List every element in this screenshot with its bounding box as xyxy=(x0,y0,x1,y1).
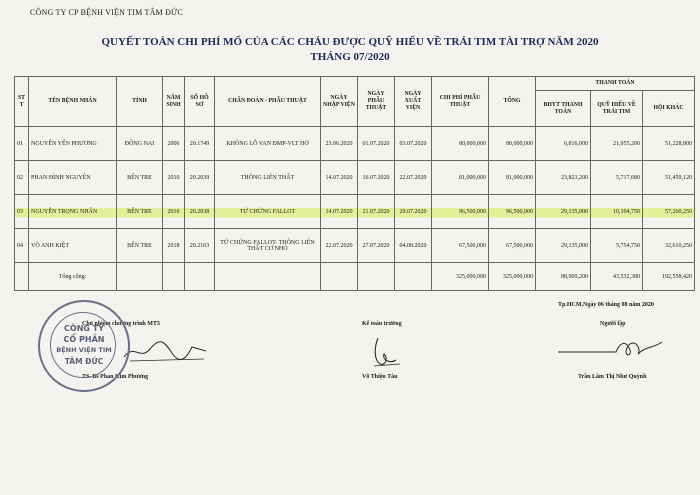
header-admit: NGÀY NHẬP VIỆN xyxy=(321,77,358,127)
cell-province: BẾN TRE xyxy=(117,195,163,229)
header-diagnosis: CHẨN ĐOÁN - PHẪU THUẬT xyxy=(215,77,321,127)
cell-total: 96,500,000 xyxy=(489,195,536,229)
right-signer-role: Người lập xyxy=(600,321,626,327)
cell-other: 51,459,120 xyxy=(643,161,695,195)
cell-other: 51,228,800 xyxy=(643,127,695,161)
cell-birth: 2016 xyxy=(163,195,185,229)
right-signer-name: Trần Lâm Thị Như Quỳnh xyxy=(578,374,647,380)
cell-record: 20.2163 xyxy=(185,229,215,263)
cell-admit: 14.07.2020 xyxy=(321,161,358,195)
cell-diagnosis: TỨ CHỨNG FALLOT xyxy=(215,195,321,229)
mid-signature-icon xyxy=(366,334,406,370)
cell-stt: 01 xyxy=(15,127,29,161)
cell-discharge: 03.07.2020 xyxy=(395,127,432,161)
cell-surgery: 27.07.2020 xyxy=(358,229,395,263)
stamp-line-3: BỆNH VIỆN TIM xyxy=(56,346,112,354)
mid-signer-name: Võ Thiện Tâu xyxy=(362,374,398,380)
totals-bhyt: 88,909,200 xyxy=(536,263,591,291)
cell-name: PHAN ĐÌNH NGUYÊN xyxy=(29,161,117,195)
cell-fund: 10,104,750 xyxy=(591,195,643,229)
totals-cost: 325,000,000 xyxy=(432,263,489,291)
settlement-table xyxy=(14,76,695,291)
cell-record: 20.2039 xyxy=(185,161,215,195)
cell-admit: 22.07.2020 xyxy=(321,229,358,263)
company-name: CÔNG TY CP BỆNH VIỆN TIM TÂM ĐỨC xyxy=(30,8,183,17)
cell-diagnosis: TỨ CHỨNG FALLOT- THÔNG LIÊN THẤT CƠ NHỎ xyxy=(215,229,321,263)
cell-stt: 04 xyxy=(15,229,29,263)
header-stt: ST T xyxy=(15,77,29,127)
cell-province: BẾN TRE xyxy=(117,229,163,263)
cell-bhyt: 29,135,000 xyxy=(536,195,591,229)
totals-label: Tổng cộng: xyxy=(29,263,117,291)
header-bhyt: BHYT THANH TOÁN xyxy=(536,91,591,127)
cell-discharge: 04.08.2020 xyxy=(395,229,432,263)
stamp-line-4: TÂM ĐỨC xyxy=(64,357,104,366)
cell-name: NGUYỄN TRỌNG NHÂN xyxy=(29,195,117,229)
cell-record: 20.2038 xyxy=(185,195,215,229)
left-signer-role: Chủ nhiệm chương trình MT3 xyxy=(82,321,160,327)
header-cost: CHI PHÍ PHẪU THUẬT xyxy=(432,77,489,127)
cell-surgery: 16.07.2020 xyxy=(358,161,395,195)
cell-bhyt: 23,823,200 xyxy=(536,161,591,195)
totals-other: 192,558,420 xyxy=(643,263,695,291)
cell-admit: 14.07.2020 xyxy=(321,195,358,229)
header-record: SỐ HỒ SƠ xyxy=(185,77,215,127)
cell-diagnosis: THÔNG LIÊN THẤT xyxy=(215,161,321,195)
cell-name: NGUYỄN YẾN PHƯƠNG xyxy=(29,127,117,161)
totals-row xyxy=(15,263,695,291)
cell-discharge: 29.07.2020 xyxy=(395,195,432,229)
header-other: HỘI KHÁC xyxy=(643,91,695,127)
cell-total: 80,000,000 xyxy=(489,127,536,161)
header-row xyxy=(15,77,695,91)
cell-surgery: 01.07.2020 xyxy=(358,127,395,161)
cell-other: 32,610,250 xyxy=(643,229,695,263)
document-subtitle: THÁNG 07/2020 xyxy=(310,51,390,63)
cell-birth: 2010 xyxy=(163,161,185,195)
totals-fund: 43,532,380 xyxy=(591,263,643,291)
cell-cost: 81,000,000 xyxy=(432,161,489,195)
table-row xyxy=(15,161,695,195)
cell-fund: 5,717,680 xyxy=(591,161,643,195)
place-date: Tp.HCM,Ngày 06 tháng 08 năm 2020 xyxy=(558,302,654,308)
cell-name: VÕ ANH KIỆT xyxy=(29,229,117,263)
cell-province: ĐỒNG NAI xyxy=(117,127,163,161)
cell-other: 57,260,250 xyxy=(643,195,695,229)
cell-cost: 96,500,000 xyxy=(432,195,489,229)
header-province: TỈNH xyxy=(117,77,163,127)
header-birth: NĂM SINH xyxy=(163,77,185,127)
cell-stt: 02 xyxy=(15,161,29,195)
cell-diagnosis: KHÔNG LỖ VAN ĐMP-VLT HỞ xyxy=(215,127,321,161)
cell-record: 20.1749 xyxy=(185,127,215,161)
stamp-line-2: CỔ PHẦN xyxy=(63,335,105,344)
table-row xyxy=(15,229,695,263)
header-discharge: NGÀY XUẤT VIỆN xyxy=(395,77,432,127)
header-name: TÊN BỆNH NHÂN xyxy=(29,77,117,127)
cell-admit: 23.06.2020 xyxy=(321,127,358,161)
header-fund: QUỸ HIẾU VỀ TRÁI TIM xyxy=(591,91,643,127)
document-title: QUYẾT TOÁN CHI PHÍ MỔ CỦA CÁC CHÁU ĐƯỢC QUỸ HIẾU VỀ TRÁI TIM TÀI TRỢ NĂM 2020 xyxy=(101,36,599,48)
left-signature-icon xyxy=(120,335,210,365)
cell-province: BẾN TRE xyxy=(117,161,163,195)
right-signature-icon xyxy=(556,332,666,364)
cell-discharge: 22.07.2020 xyxy=(395,161,432,195)
cell-bhyt: 6,816,000 xyxy=(536,127,591,161)
header-surgery: NGÀY PHẪU THUẬT xyxy=(358,77,395,127)
cell-birth: 2006 xyxy=(163,127,185,161)
table-row-highlighted xyxy=(15,195,695,229)
header-payment: THANH TOÁN xyxy=(536,77,695,91)
cell-fund: 21,955,200 xyxy=(591,127,643,161)
stamp-line-1: CÔNG TY xyxy=(64,324,104,333)
left-signer-name: TS. Bs Phan Kim Phương xyxy=(82,374,149,380)
cell-birth: 2018 xyxy=(163,229,185,263)
cell-stt: 03 xyxy=(15,195,29,229)
cell-cost: 67,500,000 xyxy=(432,229,489,263)
header-total: TỔNG xyxy=(489,77,536,127)
cell-total: 81,000,000 xyxy=(489,161,536,195)
table-row xyxy=(15,127,695,161)
mid-signer-role: Kế toán trưởng xyxy=(362,321,402,327)
cell-fund: 5,754,750 xyxy=(591,229,643,263)
cell-total: 67,500,000 xyxy=(489,229,536,263)
cell-surgery: 21.07.2020 xyxy=(358,195,395,229)
cell-bhyt: 29,135,000 xyxy=(536,229,591,263)
cell-cost: 80,000,000 xyxy=(432,127,489,161)
company-stamp-icon xyxy=(38,300,130,392)
totals-total: 325,000,000 xyxy=(489,263,536,291)
